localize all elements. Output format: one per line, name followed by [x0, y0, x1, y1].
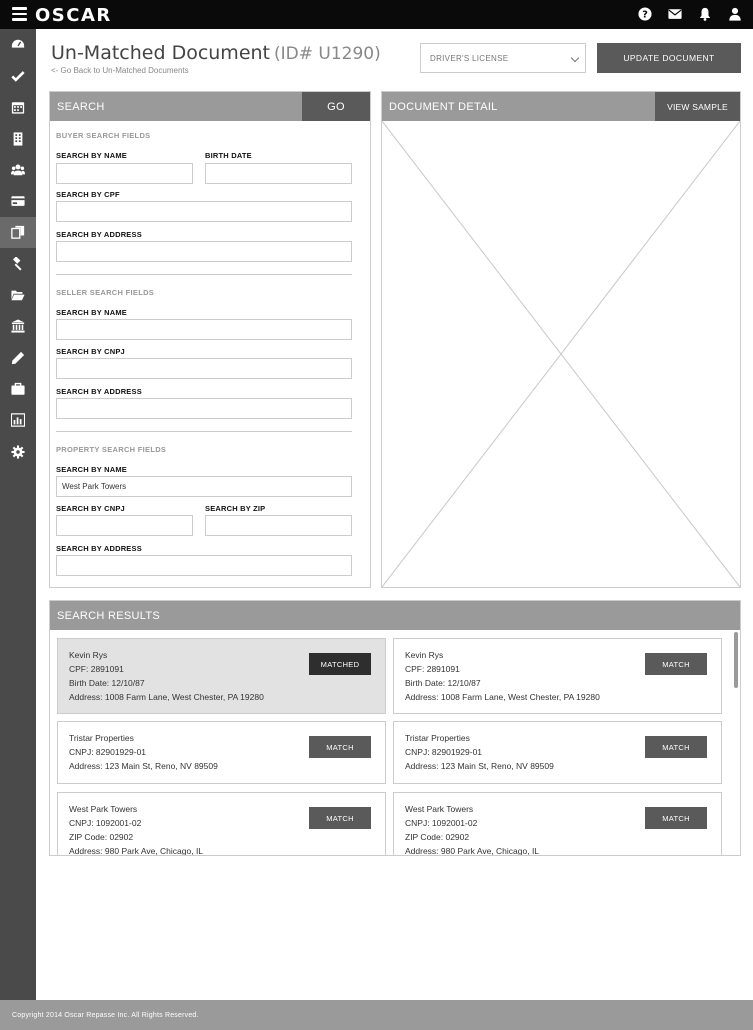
result-card [57, 792, 386, 856]
search-panel [49, 91, 371, 588]
result-card-line: Tristar Properties [69, 733, 134, 743]
property-address-input[interactable] [56, 555, 352, 576]
sidebar-item-buildings[interactable] [0, 123, 36, 154]
result-card-line: Address: 1008 Farm Lane, West Chester, PA 19280 [405, 692, 600, 702]
brand-logo[interactable]: OSCAR [35, 5, 112, 26]
property-name-label: SEARCH BY NAME [56, 465, 128, 474]
view-sample-button[interactable]: VIEW SAMPLE [655, 92, 740, 121]
sidebar-item-legal[interactable] [0, 248, 36, 279]
sidebar-item-edit[interactable] [0, 342, 36, 373]
property-zip-input[interactable] [205, 515, 352, 536]
property-cnpj-input[interactable] [56, 515, 193, 536]
sidebar-item-documents[interactable] [0, 217, 36, 248]
match-button[interactable]: MATCH [645, 653, 707, 675]
search-panel-title: SEARCH [57, 100, 105, 113]
seller-address-input[interactable] [56, 398, 352, 419]
result-card-line: CNPJ: 1092001-02 [69, 818, 142, 828]
buyer-address-input[interactable] [56, 241, 352, 262]
page-title-text: Un-Matched Document [51, 42, 271, 64]
result-card-line: ZIP Code: 02902 [405, 832, 470, 842]
top-bar [0, 0, 753, 29]
documents-icon [11, 225, 25, 239]
match-button[interactable]: MATCH [309, 736, 371, 758]
result-card-line: Birth Date: 12/10/87 [69, 678, 145, 688]
pencil-icon [11, 351, 25, 365]
bank-icon [11, 319, 25, 333]
briefcase-icon [11, 382, 25, 396]
sidebar-item-banks[interactable] [0, 311, 36, 342]
search-results-header [50, 601, 740, 630]
sidebar [0, 29, 36, 1000]
help-icon[interactable] [637, 6, 653, 22]
result-card-line: Address: 123 Main St, Reno, NV 89509 [69, 761, 218, 771]
sidebar-item-payments[interactable] [0, 185, 36, 216]
mail-icon[interactable] [667, 6, 683, 22]
seller-address-label: SEARCH BY ADDRESS [56, 387, 142, 396]
divider [56, 431, 352, 432]
buyer-cpf-label: SEARCH BY CPF [56, 190, 120, 199]
buyer-birth-label: BIRTH DATE [205, 151, 252, 160]
buyer-name-label: SEARCH BY NAME [56, 151, 128, 160]
result-card [57, 721, 386, 784]
result-card [393, 792, 722, 856]
cog-icon [11, 445, 25, 459]
result-card-line: CPF: 2891091 [69, 664, 124, 674]
buyer-cpf-input[interactable] [56, 201, 352, 222]
buyer-name-input[interactable] [56, 163, 193, 184]
seller-section-title: SELLER SEARCH FIELDS [56, 288, 155, 297]
document-image-placeholder [382, 121, 740, 587]
gavel-icon [11, 257, 25, 271]
document-type-value: DRIVER'S LICENSE [430, 53, 509, 63]
search-results-panel [49, 600, 741, 856]
match-button[interactable]: MATCH [645, 807, 707, 829]
result-card-line: Birth Date: 12/10/87 [405, 678, 481, 688]
sidebar-item-users[interactable] [0, 154, 36, 185]
buyer-birth-date-input[interactable] [205, 163, 352, 184]
result-card-line: Kevin Rys [405, 650, 444, 660]
sidebar-item-dashboard[interactable] [0, 29, 36, 60]
result-card-line: ZIP Code: 02902 [69, 832, 134, 842]
result-card-line: West Park Towers [405, 804, 474, 814]
result-card [393, 721, 722, 784]
result-card-line: CNPJ: 1092001-02 [405, 818, 478, 828]
sidebar-item-calendar[interactable] [0, 92, 36, 123]
building-icon [11, 132, 25, 146]
sidebar-item-settings[interactable] [0, 436, 36, 467]
result-card-line: Address: 980 Park Ave, Chicago, IL [69, 846, 204, 856]
matched-button[interactable]: MATCHED [309, 653, 371, 675]
folder-open-icon [11, 288, 25, 302]
bar-chart-icon [11, 413, 25, 427]
search-results-title: SEARCH RESULTS [57, 609, 161, 622]
seller-cnpj-input[interactable] [56, 358, 352, 379]
users-icon [11, 163, 25, 177]
document-detail-title: DOCUMENT DETAIL [389, 100, 498, 113]
result-card-line: CNPJ: 82901929-01 [405, 747, 483, 757]
buyer-address-label: SEARCH BY ADDRESS [56, 230, 142, 239]
property-section-title: PROPERTY SEARCH FIELDS [56, 445, 167, 454]
result-card-line: Kevin Rys [69, 650, 108, 660]
copyright-text: Copyright 2014 Oscar Repasse Inc. All Rights Reserved. [12, 1011, 199, 1019]
result-card-line: Address: 980 Park Ave, Chicago, IL [405, 846, 540, 856]
chevron-down-icon [571, 54, 579, 62]
document-type-select[interactable] [420, 43, 586, 73]
document-detail-header [382, 92, 740, 121]
back-link[interactable]: <- Go Back to Un-Matched Documents [51, 66, 189, 75]
search-panel-header [50, 92, 370, 121]
result-card-line: West Park Towers [69, 804, 138, 814]
divider [56, 274, 352, 275]
go-button[interactable]: GO [302, 92, 370, 121]
results-list[interactable] [50, 630, 740, 856]
svg-text:?: ? [642, 9, 648, 21]
check-icon [11, 69, 25, 83]
page-title [51, 42, 381, 64]
result-card-line: Address: 1008 Farm Lane, West Chester, PA 19280 [69, 692, 264, 702]
credit-card-icon [11, 194, 25, 208]
result-card [393, 638, 722, 714]
match-button[interactable]: MATCH [309, 807, 371, 829]
sidebar-item-portfolio[interactable] [0, 373, 36, 404]
footer [0, 1000, 753, 1030]
property-name-input[interactable]: West Park Towers [56, 476, 352, 497]
update-document-button[interactable]: UPDATE DOCUMENT [597, 43, 741, 73]
seller-name-input[interactable] [56, 319, 352, 340]
document-detail-panel [381, 91, 741, 588]
property-zip-label: SEARCH BY ZIP [205, 504, 266, 513]
match-button[interactable]: MATCH [645, 736, 707, 758]
result-card-line: CPF: 2891091 [405, 664, 460, 674]
sidebar-item-tasks[interactable] [0, 60, 36, 91]
property-cnpj-label: SEARCH BY CNPJ [56, 504, 125, 513]
result-card-line: CNPJ: 82901929-01 [69, 747, 147, 757]
sidebar-item-files[interactable] [0, 279, 36, 310]
calendar-icon [11, 100, 25, 114]
dashboard-icon [11, 38, 25, 52]
seller-cnpj-label: SEARCH BY CNPJ [56, 347, 125, 356]
results-scrollbar[interactable] [734, 632, 738, 688]
buyer-section-title: BUYER SEARCH FIELDS [56, 131, 151, 140]
property-address-label: SEARCH BY ADDRESS [56, 544, 142, 553]
bell-icon[interactable] [697, 6, 713, 22]
sidebar-item-reports[interactable] [0, 405, 36, 436]
result-card [57, 638, 386, 714]
document-id: (ID# U1290) [274, 44, 381, 64]
user-icon[interactable] [727, 6, 743, 22]
seller-name-label: SEARCH BY NAME [56, 308, 128, 317]
result-card-line: Address: 123 Main St, Reno, NV 89509 [405, 761, 554, 771]
menu-icon[interactable] [12, 7, 27, 21]
result-card-line: Tristar Properties [405, 733, 470, 743]
